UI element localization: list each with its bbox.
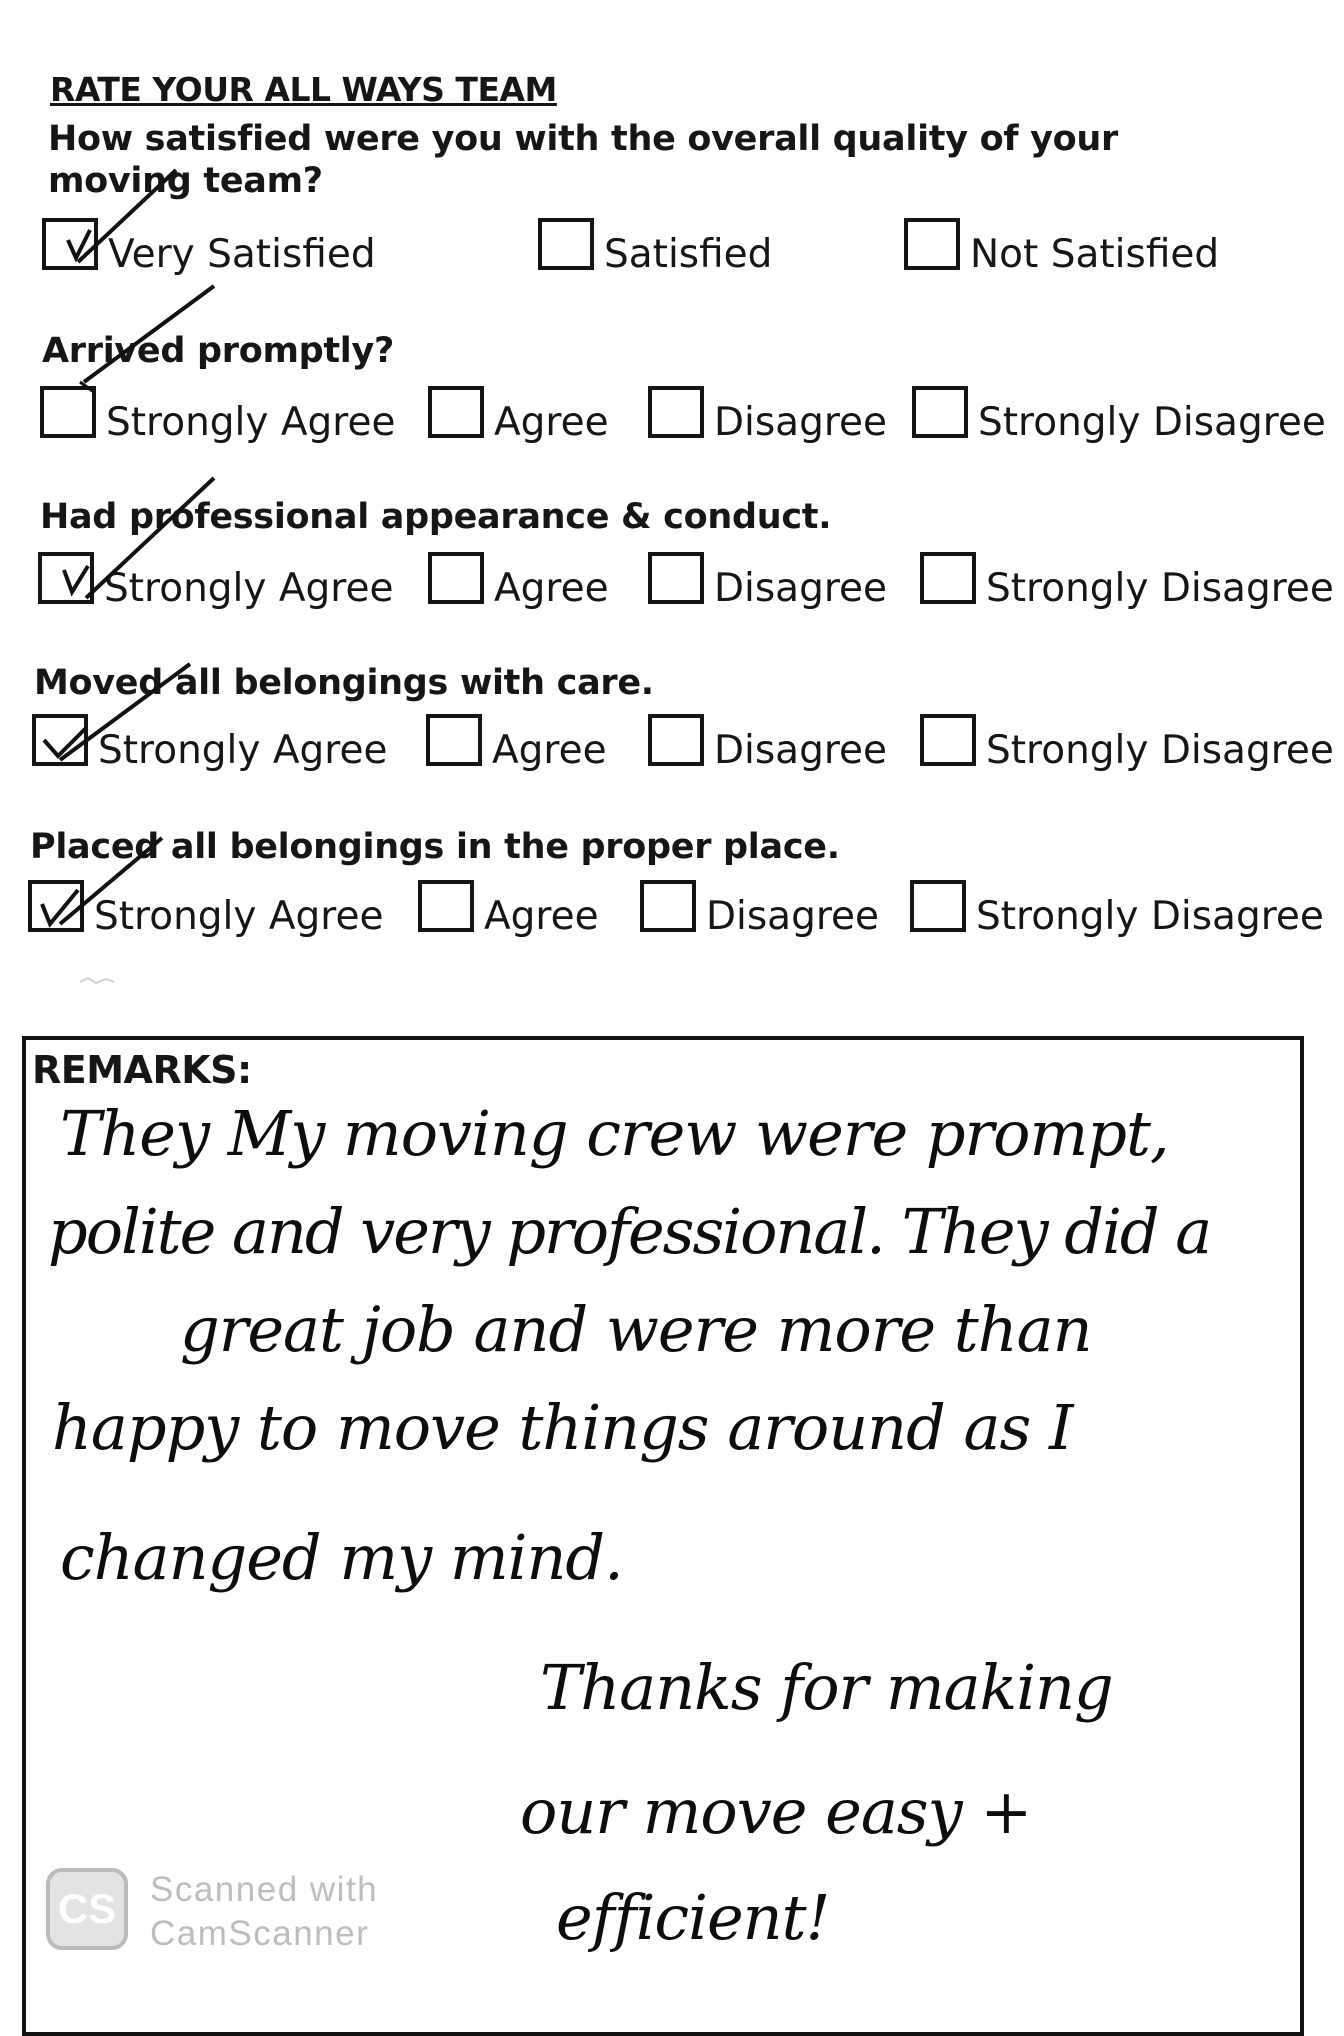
checkbox-strongly-agree[interactable] xyxy=(38,552,94,604)
form-title: RATE YOUR ALL WAYS TEAM xyxy=(50,70,557,109)
option-label: Strongly Disagree xyxy=(978,399,1326,445)
checkmark-icon xyxy=(46,222,106,278)
checkbox-disagree[interactable] xyxy=(648,552,704,604)
checkbox-strongly-disagree[interactable] xyxy=(920,714,976,766)
question-overall-quality: How satisfied were you with the overall quality of your moving team? xyxy=(48,119,1118,201)
checkbox-agree[interactable] xyxy=(426,714,482,766)
scan-speck xyxy=(78,974,118,988)
option-label: Disagree xyxy=(714,565,888,611)
checkbox-agree[interactable] xyxy=(428,386,484,438)
option-label: Agree xyxy=(484,893,599,939)
question-arrived-promptly: Arrived promptly? xyxy=(42,331,395,371)
question-proper-place: Placed all belongings in the proper place. xyxy=(30,827,840,867)
option-strongly-agree[interactable] xyxy=(32,724,387,776)
option-disagree[interactable] xyxy=(640,890,879,942)
watermark-line1: Scanned with xyxy=(150,1870,379,1909)
checkbox-strongly-agree[interactable] xyxy=(32,714,88,766)
option-label: Disagree xyxy=(714,399,888,445)
option-agree[interactable] xyxy=(428,396,609,448)
closing-line: efficient! xyxy=(556,1881,830,1954)
option-strongly-agree[interactable] xyxy=(28,890,383,942)
option-label: Agree xyxy=(494,399,609,445)
option-label: Very Satisfied xyxy=(108,231,376,277)
camscanner-watermark xyxy=(150,1868,378,1956)
camscanner-logo-text: CS xyxy=(57,1885,117,1932)
option-label: Strongly Agree xyxy=(104,565,394,611)
option-satisfied[interactable] xyxy=(538,228,772,280)
closing-line: our move easy + xyxy=(520,1775,1032,1848)
option-label: Disagree xyxy=(714,727,888,773)
checkbox-strongly-disagree[interactable] xyxy=(920,552,976,604)
checkbox-disagree[interactable] xyxy=(640,880,696,932)
option-strongly-disagree[interactable] xyxy=(912,396,1326,448)
option-label: Agree xyxy=(494,565,609,611)
checkbox-disagree[interactable] xyxy=(648,386,704,438)
checkbox-strongly-agree[interactable] xyxy=(28,880,84,932)
closing-line: Thanks for making xyxy=(540,1651,1113,1724)
option-label: Strongly Agree xyxy=(94,893,384,939)
option-agree[interactable] xyxy=(418,890,599,942)
option-strongly-agree[interactable] xyxy=(40,396,395,448)
checkbox-not-satisfied[interactable] xyxy=(904,218,960,270)
checkbox-agree[interactable] xyxy=(418,880,474,932)
option-label: Strongly Disagree xyxy=(986,565,1334,611)
remarks-line: happy to move things around as I xyxy=(52,1391,1073,1464)
option-label: Strongly Agree xyxy=(106,399,396,445)
remarks-line: great job and were more than xyxy=(180,1293,1092,1366)
option-agree[interactable] xyxy=(426,724,607,776)
remarks-line: They My moving crew were prompt, xyxy=(60,1097,1169,1170)
option-strongly-disagree[interactable] xyxy=(920,724,1334,776)
option-strongly-disagree[interactable] xyxy=(910,890,1324,942)
option-label: Not Satisfied xyxy=(970,231,1220,277)
remarks-line: polite and very professional. They did a xyxy=(48,1195,1211,1268)
option-label: Disagree xyxy=(706,893,880,939)
option-very-satisfied[interactable] xyxy=(42,228,376,280)
option-not-satisfied[interactable] xyxy=(904,228,1219,280)
option-disagree[interactable] xyxy=(648,724,887,776)
checkbox-agree[interactable] xyxy=(428,552,484,604)
remarks-line: changed my mind. xyxy=(60,1521,623,1594)
checkmark-icon xyxy=(32,884,92,940)
camscanner-logo-icon xyxy=(46,1868,128,1950)
option-disagree[interactable] xyxy=(648,562,887,614)
option-label: Strongly Disagree xyxy=(976,893,1324,939)
checkbox-strongly-agree[interactable] xyxy=(40,386,96,438)
remarks-label: REMARKS: xyxy=(32,1048,252,1092)
question-moved-with-care: Moved all belongings with care. xyxy=(34,663,654,703)
checkbox-satisfied[interactable] xyxy=(538,218,594,270)
option-label: Strongly Agree xyxy=(98,727,388,773)
option-strongly-disagree[interactable] xyxy=(920,562,1334,614)
option-disagree[interactable] xyxy=(648,396,887,448)
checkbox-disagree[interactable] xyxy=(648,714,704,766)
option-label: Agree xyxy=(492,727,607,773)
option-agree[interactable] xyxy=(428,562,609,614)
option-strongly-agree[interactable] xyxy=(38,562,393,614)
question-professional-appearance: Had professional appearance & conduct. xyxy=(40,497,832,537)
checkmark-icon xyxy=(44,390,104,446)
checkmark-icon xyxy=(36,718,96,774)
checkmark-icon xyxy=(42,556,102,612)
watermark-line2: CamScanner xyxy=(150,1914,370,1953)
checkbox-very-satisfied[interactable] xyxy=(42,218,98,270)
checkbox-strongly-disagree[interactable] xyxy=(910,880,966,932)
option-label: Satisfied xyxy=(604,231,773,277)
option-label: Strongly Disagree xyxy=(986,727,1334,773)
checkbox-strongly-disagree[interactable] xyxy=(912,386,968,438)
